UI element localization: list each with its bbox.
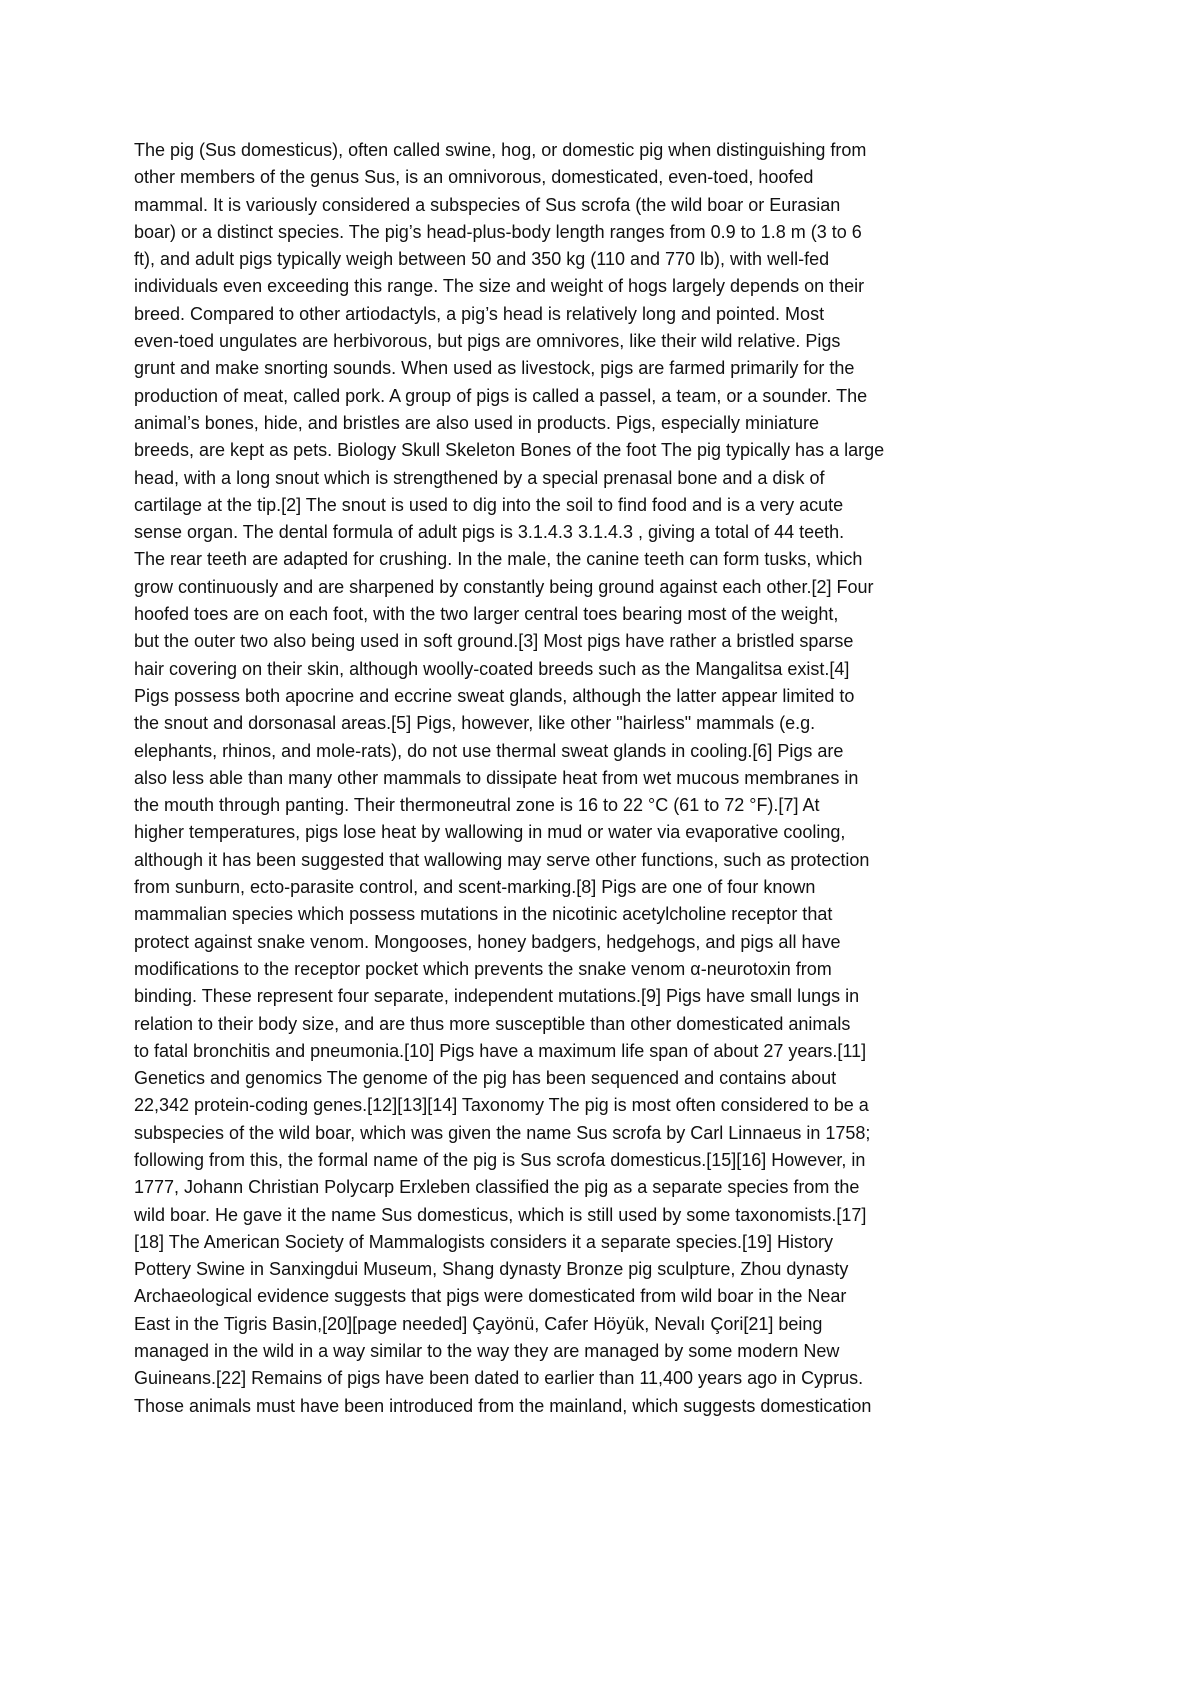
text-line: following from this, the formal name of the pig is Sus scrofa domesticus.[15][16] However, in: [134, 1149, 866, 1170]
text-line: sense organ. The dental formula of adult pigs is 3.1.4.3 3.1.4.3 , giving a total of 44 teeth.: [134, 522, 845, 543]
text-line: [18] The American Society of Mammalogists considers it a separate species.[19] History: [134, 1231, 833, 1252]
text-line: Those animals must have been introduced from the mainland, which suggests domestication: [134, 1395, 872, 1416]
text-line: Pigs possess both apocrine and eccrine sweat glands, although the latter appear limited to: [134, 685, 855, 706]
text-line: managed in the wild in a way similar to the way they are managed by some modern New: [134, 1341, 840, 1362]
text-line: breed. Compared to other artiodactyls, a pig’s head is relatively long and pointed. Most: [134, 303, 825, 324]
text-line: higher temperatures, pigs lose heat by wallowing in mud or water via evaporative cooling,: [134, 822, 846, 843]
text-line: protect against snake venom. Mongooses, honey badgers, hedgehogs, and pigs all have: [134, 931, 841, 952]
text-line: The pig (Sus domesticus), often called swine, hog, or domestic pig when distinguishing from: [134, 140, 867, 160]
text-line: Pottery Swine in Sanxingdui Museum, Shang dynasty Bronze pig sculpture, Zhou dynasty: [134, 1259, 849, 1280]
text-line: hair covering on their skin, although woolly-coated breeds such as the Mangalitsa exist.[4]: [134, 658, 850, 679]
text-line: breeds, are kept as pets. Biology Skull Skeleton Bones of the foot The pig typically has a large: [134, 440, 885, 461]
text-line: even-toed ungulates are herbivorous, but pigs are omnivores, like their wild relative. Pigs: [134, 331, 841, 352]
text-line: The rear teeth are adapted for crushing. In the male, the canine teeth can form tusks, which: [134, 549, 863, 570]
text-line: from sunburn, ecto-parasite control, and scent-marking.[8] Pigs are one of four known: [134, 877, 816, 898]
text-line: East in the Tigris Basin,[20][page needed] Çayönü, Cafer Höyük, Nevalı Çori[21] being: [134, 1313, 823, 1334]
text-line: other members of the genus Sus, is an omnivorous, domesticated, even-toed, hoofed: [134, 167, 814, 188]
document-body: [134, 137, 884, 1420]
text-line: but the outer two also being used in soft ground.[3] Most pigs have rather a bristled sparse: [134, 631, 854, 652]
text-line: subspecies of the wild boar, which was given the name Sus scrofa by Carl Linnaeus in 1758;: [134, 1122, 871, 1143]
text-line: Guineans.[22] Remains of pigs have been dated to earlier than 11,400 years ago in Cyprus.: [134, 1368, 864, 1389]
text-line: animal’s bones, hide, and bristles are also used in products. Pigs, especially miniature: [134, 412, 820, 433]
text-line: hoofed toes are on each foot, with the two larger central toes bearing most of the weight,: [134, 604, 839, 625]
text-line: individuals even exceeding this range. The size and weight of hogs largely depends on their: [134, 276, 865, 297]
text-line: also less able than many other mammals to dissipate heat from wet mucous membranes in: [134, 767, 859, 788]
text-line: the snout and dorsonasal areas.[5] Pigs, however, like other "hairless" mammals (e.g.: [134, 713, 816, 734]
text-line: wild boar. He gave it the name Sus domesticus, which is still used by some taxonomists.[17]: [134, 1204, 867, 1225]
text-line: 1777, Johann Christian Polycarp Erxleben classified the pig as a separate species from the: [134, 1177, 860, 1198]
text-line: production of meat, called pork. A group of pigs is called a passel, a team, or a sounder. The: [134, 385, 868, 406]
text-line: grow continuously and are sharpened by constantly being ground against each other.[2] Four: [134, 576, 874, 597]
text-line: head, with a long snout which is strengthened by a special prenasal bone and a disk of: [134, 467, 825, 488]
text-line: Genetics and genomics The genome of the pig has been sequenced and contains about: [134, 1068, 837, 1089]
text-line: modifications to the receptor pocket which prevents the snake venom α-neurotoxin from: [134, 958, 832, 979]
text-line: 22,342 protein-coding genes.[12][13][14] Taxonomy The pig is most often considered to be a: [134, 1095, 869, 1116]
text-line: cartilage at the tip.[2] The snout is used to dig into the soil to find food and is a very acute: [134, 494, 844, 515]
text-line: mammalian species which possess mutations in the nicotinic acetylcholine receptor that: [134, 904, 833, 925]
text-line: boar) or a distinct species. The pig’s head-plus-body length ranges from 0.9 to 1.8 m (3 to 6: [134, 221, 862, 242]
text-line: although it has been suggested that wallowing may serve other functions, such as protection: [134, 849, 870, 870]
text-line: to fatal bronchitis and pneumonia.[10] Pigs have a maximum life span of about 27 years.[11]: [134, 1040, 867, 1061]
text-line: relation to their body size, and are thus more susceptible than other domesticated animals: [134, 1013, 851, 1034]
text-line: binding. These represent four separate, independent mutations.[9] Pigs have small lungs in: [134, 986, 860, 1007]
text-line: the mouth through panting. Their thermoneutral zone is 16 to 22 °C (61 to 72 °F).[7] At: [134, 795, 820, 816]
text-line: elephants, rhinos, and mole-rats), do not use thermal sweat glands in cooling.[6] Pigs are: [134, 740, 844, 761]
text-line: Archaeological evidence suggests that pigs were domesticated from wild boar in the Near: [134, 1286, 847, 1307]
text-line: grunt and make snorting sounds. When used as livestock, pigs are farmed primarily for the: [134, 358, 855, 379]
text-line: mammal. It is variously considered a subspecies of Sus scrofa (the wild boar or Eurasian: [134, 194, 841, 215]
text-line: ft), and adult pigs typically weigh between 50 and 350 kg (110 and 770 lb), with well-fed: [134, 249, 830, 270]
